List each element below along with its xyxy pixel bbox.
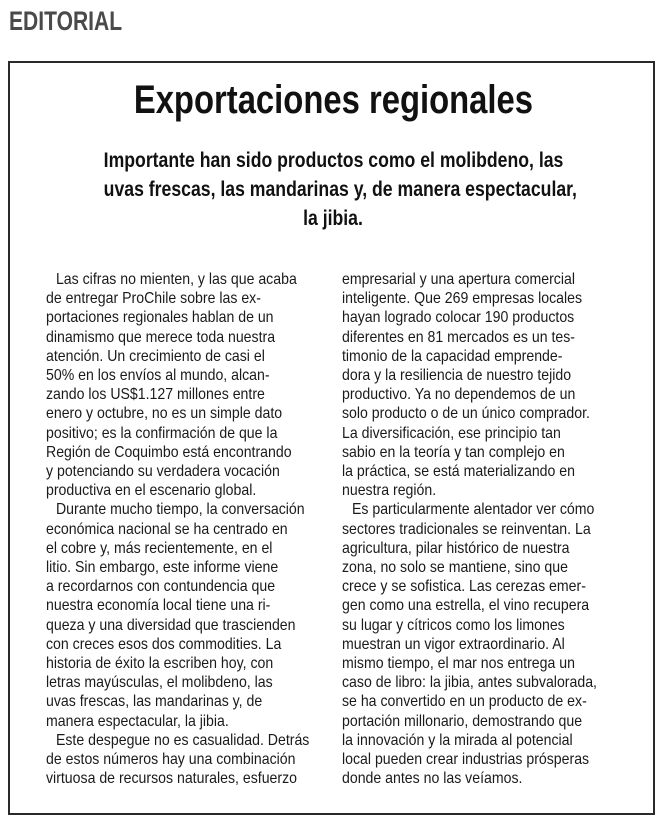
- body-text-line: crece y se sofistica. Las cerezas emer-: [342, 578, 586, 596]
- body-column-left: [46, 270, 322, 788]
- body-text-line: dinamismo que merece toda nuestra: [46, 328, 276, 346]
- body-text-line: gen como una estrella, el vino recupera: [342, 597, 590, 615]
- body-text-line: de estos números hay una combinación: [46, 751, 296, 769]
- body-text-line: diferentes en 81 mercados es un tes-: [342, 328, 575, 346]
- body-text-line: uvas frescas, las mandarinas y, de: [46, 693, 263, 711]
- body-text-line: zona, no solo se mantiene, sino que: [342, 559, 568, 577]
- body-text-line: mismo tiempo, el mar nos entrega un: [342, 655, 575, 673]
- subheadline-line: Importante han sido productos como el molibdeno, las: [103, 149, 564, 172]
- body-text-line: virtuosa de recursos naturales, esfuerzo: [46, 770, 298, 788]
- body-text-line: de entregar ProChile sobre las ex-: [46, 290, 261, 308]
- body-text-line: nuestra economía local tiene una ri-: [46, 597, 271, 615]
- body-text-line: la innovación y la mirada al potencial: [342, 731, 573, 749]
- body-text-line: Región de Coquimbo está encontrando: [46, 443, 292, 461]
- body-text-line: la práctica, se está materializando en: [342, 463, 575, 481]
- body-text-line: Las cifras no mienten, y las que acaba: [55, 271, 297, 288]
- body-text-line: 50% en los envíos al mundo, alcan-: [46, 367, 270, 385]
- section-label: EDITORIAL: [9, 6, 123, 36]
- body-text-line: sabio en la teoría y tan complejo en: [342, 443, 565, 461]
- body-text-line: sectores tradicionales se reinventan. La: [342, 520, 591, 538]
- body-text-line: económica nacional se ha centrado en: [46, 520, 288, 538]
- body-text-line: historia de éxito la escriben hoy, con: [46, 655, 274, 673]
- article-subheadline: [60, 146, 606, 233]
- body-text-line: a recordarnos con contundencia que: [46, 578, 276, 596]
- body-text-line: inteligente. Que 269 empresas locales: [342, 290, 583, 308]
- body-text-line: Este despegue no es casualidad. Detrás: [55, 731, 310, 749]
- body-text-line: enero y octubre, no es un simple dato: [46, 405, 283, 423]
- body-text-line: zando los US$1.127 millones entre: [46, 386, 265, 404]
- body-text-line: se ha convertido en un producto de ex-: [342, 693, 587, 711]
- body-text-line: productivo. Ya no dependemos de un: [342, 386, 576, 404]
- body-text-line: donde antes no las veíamos.: [342, 770, 523, 788]
- body-text-line: Durante mucho tiempo, la conversación: [55, 501, 305, 519]
- subheadline-line: uvas frescas, las mandarinas y, de manera espectacular,: [103, 178, 577, 201]
- body-text-line: queza y una diversidad que trascienden: [46, 616, 296, 634]
- body-text-line: su lugar y cítricos como los limones: [342, 616, 565, 634]
- body-text-line: el cobre y, más recientemente, en el: [46, 539, 273, 557]
- body-text-line: nuestra región.: [342, 482, 437, 500]
- body-text-line: y potenciando su verdadera vocación: [46, 463, 280, 481]
- body-text-line: hayan logrado colocar 190 productos: [342, 309, 575, 327]
- body-text-line: timonio de la capacidad emprende-: [342, 347, 563, 365]
- body-text-line: solo producto o de un único comprador.: [342, 405, 590, 423]
- body-text-line: con creces esos dos commodities. La: [46, 635, 282, 653]
- article-headline: [0, 76, 666, 124]
- body-text-line: agricultura, pilar histórico de nuestra: [342, 539, 570, 557]
- body-text-line: caso de libro: la jibia, antes subvalorada,: [342, 674, 597, 692]
- body-column-right: [342, 270, 620, 788]
- body-text-line: manera espectacular, la jibia.: [46, 712, 229, 730]
- body-text-line: portación millonario, demostrando que: [342, 712, 583, 730]
- body-text-line: positivo; es la confirmación de que la: [46, 424, 278, 442]
- headline-text: Exportaciones regionales: [133, 78, 533, 122]
- body-text-line: productiva en el escenario global.: [46, 482, 257, 500]
- subheadline-line: la jibia.: [303, 207, 363, 230]
- body-text-line: portaciones regionales hablan de un: [46, 309, 274, 327]
- body-text-line: Es particularmente alentador ver cómo: [351, 501, 595, 519]
- body-text-line: letras mayúsculas, el molibdeno, las: [46, 674, 273, 692]
- body-text-line: dora y la resiliencia de nuestro tejido: [342, 367, 572, 385]
- body-text-line: litio. Sin embargo, este informe viene: [46, 559, 279, 577]
- body-text-line: local pueden crear industrias prósperas: [342, 751, 590, 769]
- body-text-line: La diversificación, ese principio tan: [342, 424, 561, 442]
- body-text-line: atención. Un crecimiento de casi el: [46, 347, 265, 365]
- body-text-line: muestran un vigor extraordinario. Al: [342, 635, 565, 653]
- body-text-line: empresarial y una apertura comercial: [342, 271, 575, 288]
